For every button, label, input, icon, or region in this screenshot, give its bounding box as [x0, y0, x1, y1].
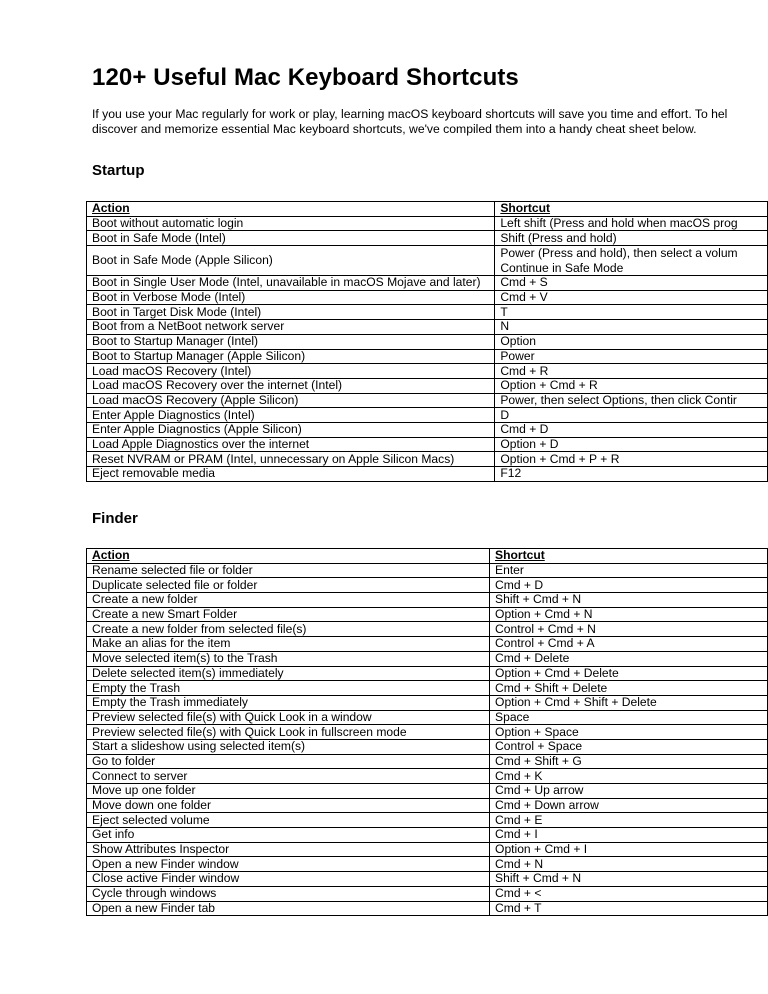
shortcut-cell: N	[495, 320, 768, 335]
table-row	[87, 798, 768, 813]
shortcut-cell: F12	[495, 467, 768, 482]
action-cell: Boot in Safe Mode (Apple Silicon)	[87, 246, 495, 276]
action-cell: Boot to Startup Manager (Apple Silicon)	[87, 349, 495, 364]
shortcut-cell: Cmd + R	[495, 364, 768, 379]
action-cell: Open a new Finder window	[87, 857, 490, 872]
shortcut-cell: Control + Cmd + N	[490, 622, 768, 637]
table-row	[87, 378, 768, 393]
action-cell: Boot in Verbose Mode (Intel)	[87, 290, 495, 305]
table-row	[87, 857, 768, 872]
table-row	[87, 637, 768, 652]
shortcut-cell: Cmd + D	[490, 578, 768, 593]
section-heading-startup: Startup	[92, 162, 145, 179]
action-cell: Connect to server	[87, 769, 490, 784]
shortcut-cell: Space	[490, 710, 768, 725]
action-cell: Get info	[87, 828, 490, 843]
action-cell: Move down one folder	[87, 798, 490, 813]
shortcut-line: Power (Press and hold), then select a volum	[500, 246, 738, 261]
action-cell: Boot without automatic login	[87, 216, 495, 231]
shortcut-cell: Cmd + E	[490, 813, 768, 828]
shortcut-cell: Cmd + Up arrow	[490, 784, 768, 799]
shortcut-cell: Left shift (Press and hold when macOS prog	[495, 216, 768, 231]
action-cell: Reset NVRAM or PRAM (Intel, unnecessary on Apple Silicon Macs)	[87, 452, 495, 467]
table-row	[87, 872, 768, 887]
table-row	[87, 320, 768, 335]
shortcut-cell: Cmd + Shift + Delete	[490, 681, 768, 696]
shortcut-cell: Control + Cmd + A	[490, 637, 768, 652]
action-cell: Open a new Finder tab	[87, 901, 490, 916]
table-row	[87, 216, 768, 231]
shortcut-cell: Shift + Cmd + N	[490, 593, 768, 608]
table-row	[87, 276, 768, 291]
column-header-shortcut: Shortcut	[495, 202, 768, 217]
table-row	[87, 828, 768, 843]
shortcut-cell: Option + Cmd + R	[495, 378, 768, 393]
action-cell: Enter Apple Diagnostics (Intel)	[87, 408, 495, 423]
section-heading-finder: Finder	[92, 510, 138, 527]
table-row	[87, 622, 768, 637]
shortcut-cell: Option + Cmd + N	[490, 607, 768, 622]
table-row	[87, 563, 768, 578]
finder-shortcuts-table	[86, 548, 768, 916]
action-cell: Empty the Trash immediately	[87, 695, 490, 710]
action-cell: Close active Finder window	[87, 872, 490, 887]
table-row	[87, 813, 768, 828]
action-cell: Create a new Smart Folder	[87, 607, 490, 622]
page-title: 120+ Useful Mac Keyboard Shortcuts	[92, 64, 519, 91]
shortcut-cell: Cmd + <	[490, 886, 768, 901]
shortcut-cell: Cmd + Delete	[490, 651, 768, 666]
table-row	[87, 437, 768, 452]
action-cell: Show Attributes Inspector	[87, 842, 490, 857]
column-header-action: Action	[87, 202, 495, 217]
action-cell: Move up one folder	[87, 784, 490, 799]
shortcut-line: Continue in Safe Mode	[500, 260, 624, 275]
action-cell: Boot to Startup Manager (Intel)	[87, 334, 495, 349]
shortcut-cell: Option + Cmd + Delete	[490, 666, 768, 681]
action-cell: Boot in Target Disk Mode (Intel)	[87, 305, 495, 320]
action-cell: Load Apple Diagnostics over the internet	[87, 437, 495, 452]
table-row	[87, 651, 768, 666]
action-cell: Go to folder	[87, 754, 490, 769]
action-cell: Duplicate selected file or folder	[87, 578, 490, 593]
shortcut-cell	[495, 246, 768, 276]
table-row	[87, 349, 768, 364]
shortcut-cell: Cmd + Shift + G	[490, 754, 768, 769]
table-row	[87, 681, 768, 696]
action-cell: Start a slideshow using selected item(s)	[87, 739, 490, 754]
action-cell: Rename selected file or folder	[87, 563, 490, 578]
action-cell: Cycle through windows	[87, 886, 490, 901]
table-row	[87, 334, 768, 349]
table-row	[87, 666, 768, 681]
table-row	[87, 231, 768, 246]
action-cell: Boot in Single User Mode (Intel, unavailable in macOS Mojave and later)	[87, 276, 495, 291]
shortcut-cell: Enter	[490, 563, 768, 578]
table-header-row	[87, 202, 768, 217]
shortcut-cell: Cmd + S	[495, 276, 768, 291]
table-row	[87, 842, 768, 857]
table-row	[87, 754, 768, 769]
table-row	[87, 452, 768, 467]
shortcut-cell: Cmd + V	[495, 290, 768, 305]
shortcut-cell: Cmd + K	[490, 769, 768, 784]
action-cell: Eject removable media	[87, 467, 495, 482]
shortcut-cell: Option + Cmd + Shift + Delete	[490, 695, 768, 710]
intro-line-1: If you use your Mac regularly for work or play, learning macOS keyboard shortcuts will save you time and effort. To hel	[92, 107, 728, 121]
table-header-row	[87, 549, 768, 564]
action-cell: Boot in Safe Mode (Intel)	[87, 231, 495, 246]
table-row	[87, 886, 768, 901]
table-row	[87, 739, 768, 754]
table-row	[87, 393, 768, 408]
shortcut-cell: Option + Cmd + P + R	[495, 452, 768, 467]
action-cell: Move selected item(s) to the Trash	[87, 651, 490, 666]
action-cell: Preview selected file(s) with Quick Look in fullscreen mode	[87, 725, 490, 740]
shortcut-cell: Control + Space	[490, 739, 768, 754]
action-cell: Eject selected volume	[87, 813, 490, 828]
table-row	[87, 305, 768, 320]
table-row	[87, 578, 768, 593]
table-row	[87, 725, 768, 740]
action-cell: Preview selected file(s) with Quick Look in a window	[87, 710, 490, 725]
shortcut-cell: Cmd + N	[490, 857, 768, 872]
shortcut-cell: Option + D	[495, 437, 768, 452]
action-cell: Load macOS Recovery over the internet (Intel)	[87, 378, 495, 393]
action-cell: Empty the Trash	[87, 681, 490, 696]
table-row	[87, 769, 768, 784]
column-header-shortcut: Shortcut	[490, 549, 768, 564]
table-row	[87, 467, 768, 482]
shortcut-cell: Power	[495, 349, 768, 364]
table-row	[87, 710, 768, 725]
intro-paragraph	[92, 107, 727, 136]
shortcut-cell: Option + Cmd + I	[490, 842, 768, 857]
action-cell: Create a new folder from selected file(s)	[87, 622, 490, 637]
shortcut-cell: Cmd + D	[495, 422, 768, 437]
action-cell: Create a new folder	[87, 593, 490, 608]
shortcut-cell: Option	[495, 334, 768, 349]
shortcut-cell: Cmd + T	[490, 901, 768, 916]
shortcut-cell: Option + Space	[490, 725, 768, 740]
table-row	[87, 607, 768, 622]
intro-line-2: discover and memorize essential Mac keyboard shortcuts, we've compiled them into a handy cheat sheet below.	[92, 121, 697, 136]
action-cell: Load macOS Recovery (Apple Silicon)	[87, 393, 495, 408]
shortcut-cell: Cmd + I	[490, 828, 768, 843]
table-row	[87, 901, 768, 916]
shortcut-cell: Cmd + Down arrow	[490, 798, 768, 813]
table-row	[87, 784, 768, 799]
table-row	[87, 364, 768, 379]
action-cell: Make an alias for the item	[87, 637, 490, 652]
action-cell: Delete selected item(s) immediately	[87, 666, 490, 681]
shortcut-cell: Shift + Cmd + N	[490, 872, 768, 887]
table-row	[87, 290, 768, 305]
action-cell: Load macOS Recovery (Intel)	[87, 364, 495, 379]
action-cell: Enter Apple Diagnostics (Apple Silicon)	[87, 422, 495, 437]
column-header-action: Action	[87, 549, 490, 564]
shortcut-cell: D	[495, 408, 768, 423]
table-row	[87, 695, 768, 710]
table-row	[87, 246, 768, 276]
shortcut-cell: Power, then select Options, then click Contir	[495, 393, 768, 408]
startup-shortcuts-table	[86, 201, 768, 482]
action-cell: Boot from a NetBoot network server	[87, 320, 495, 335]
shortcut-cell: T	[495, 305, 768, 320]
shortcut-cell: Shift (Press and hold)	[495, 231, 768, 246]
table-row	[87, 422, 768, 437]
table-row	[87, 408, 768, 423]
table-row	[87, 593, 768, 608]
